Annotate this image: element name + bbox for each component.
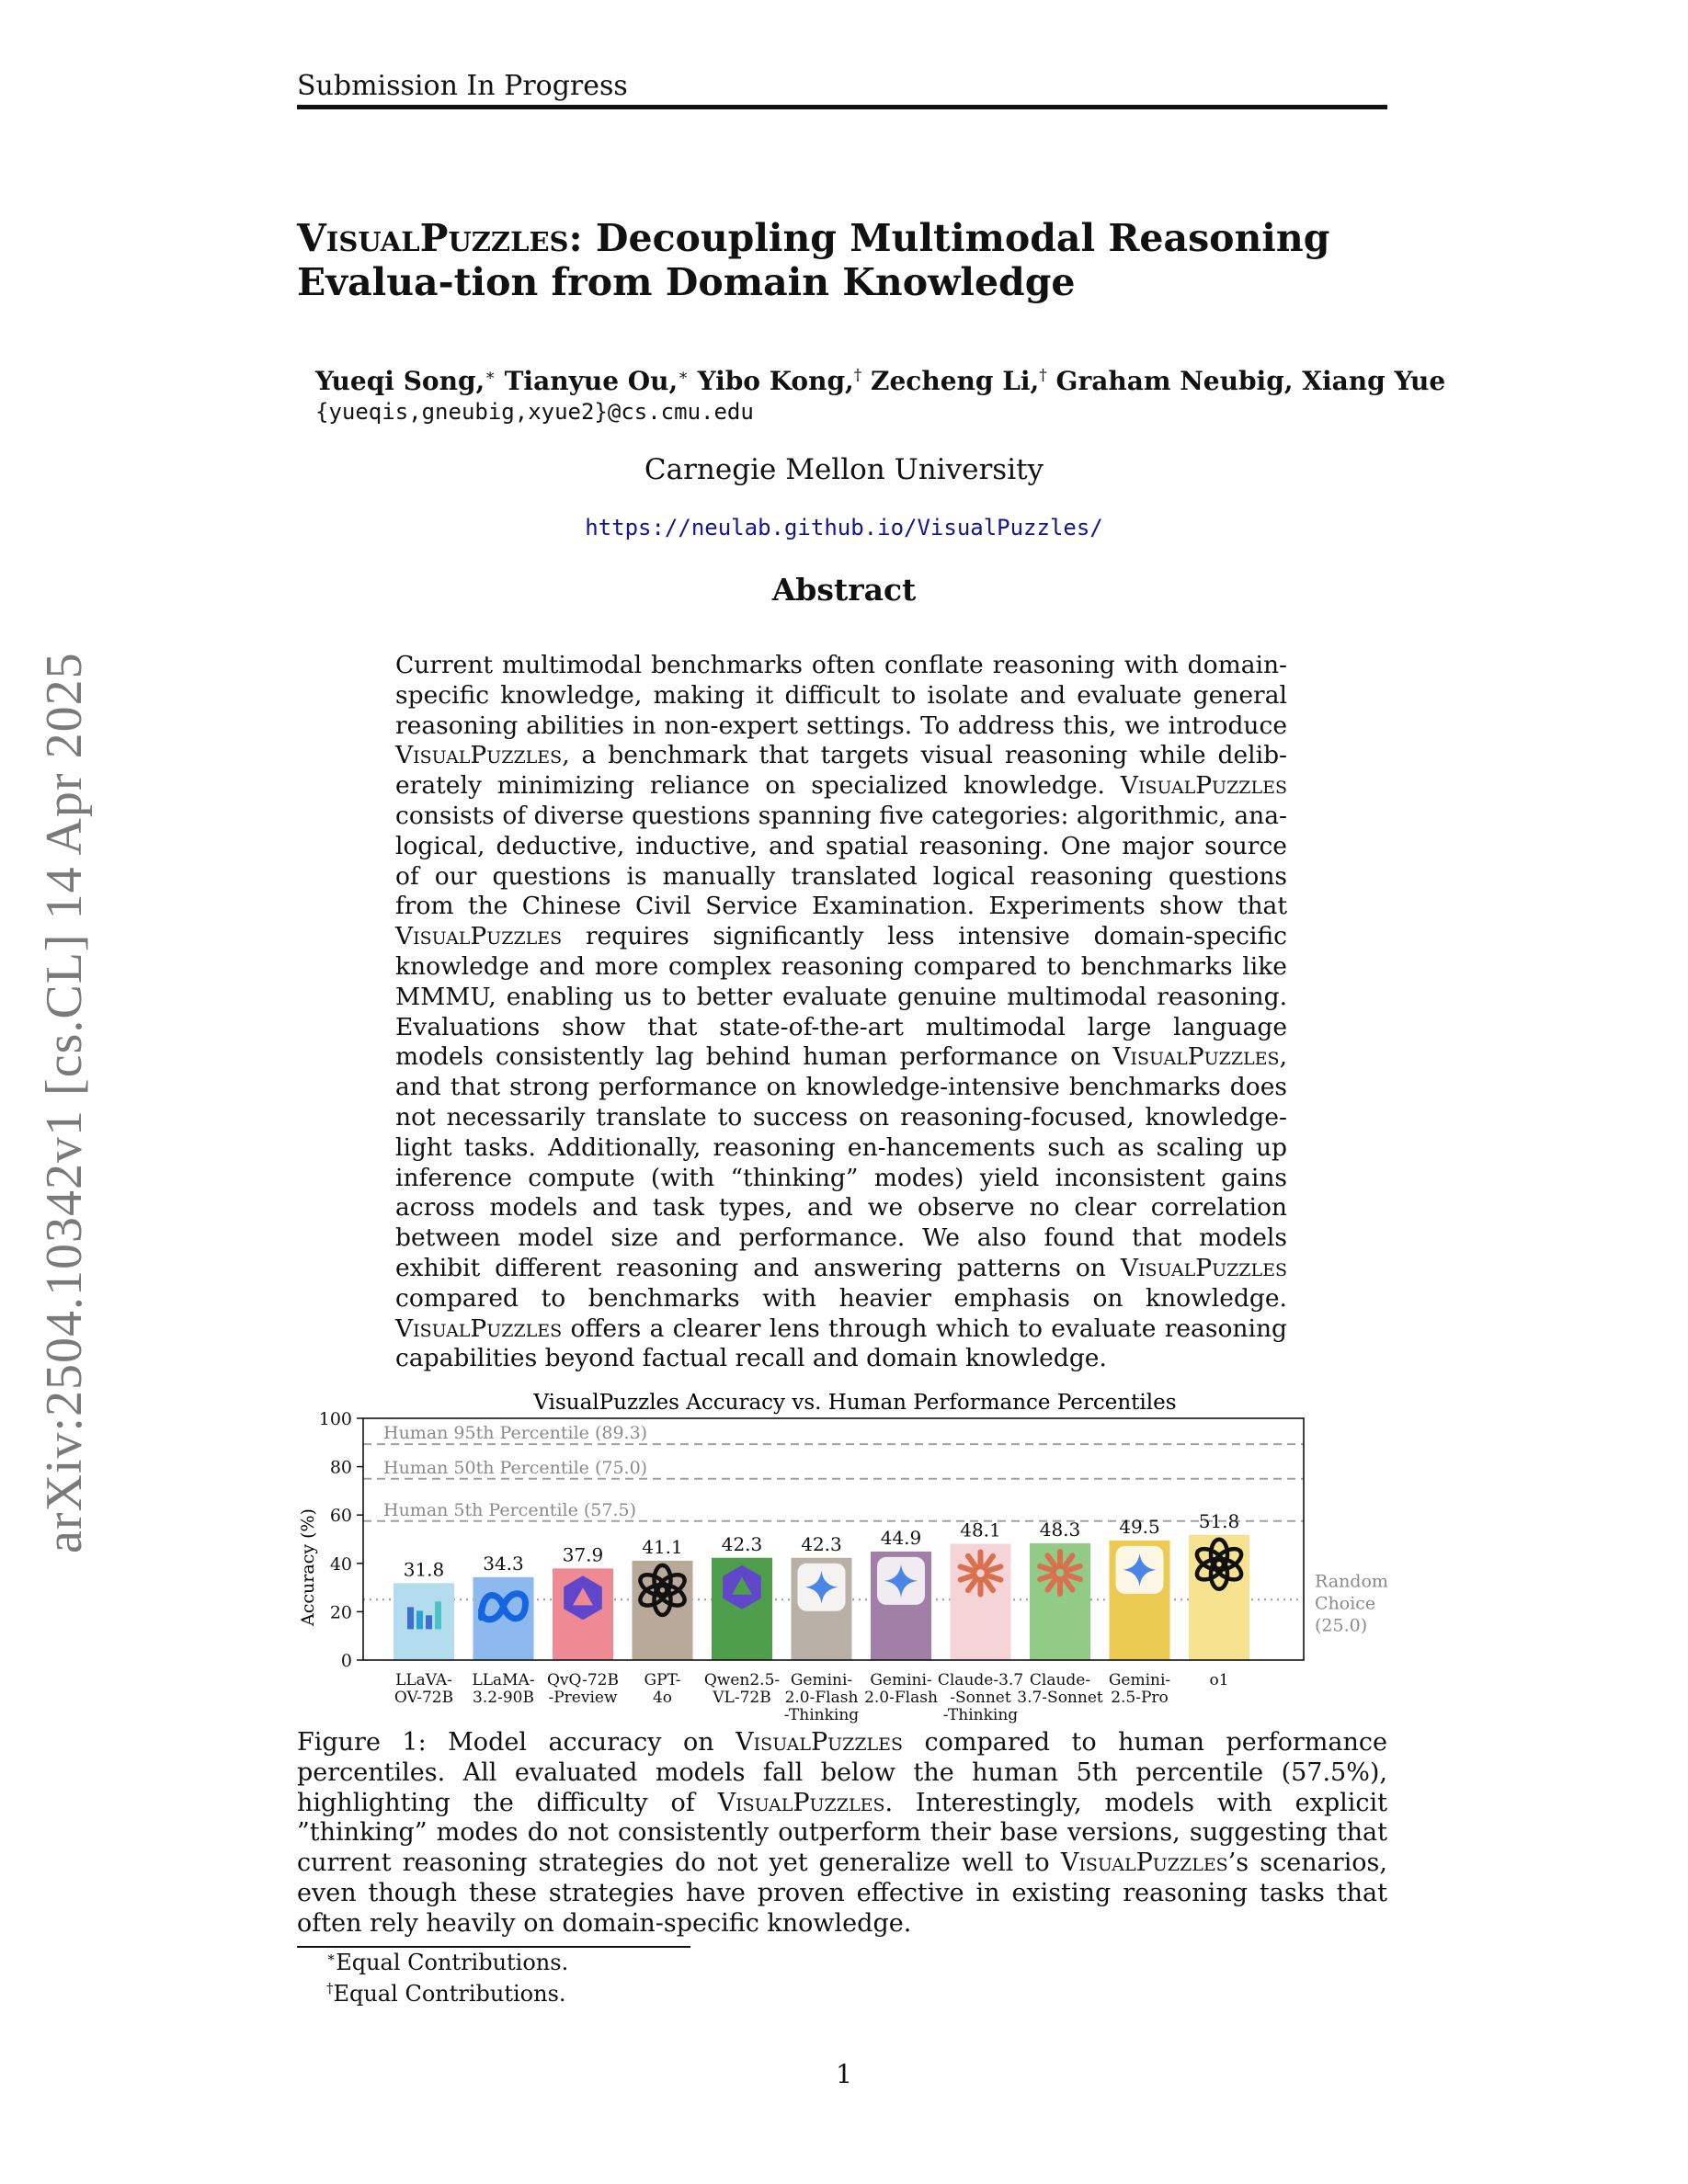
author-mark: † [1039,366,1047,385]
header-rule [297,105,1387,109]
benchmark-name: VisualPuzzles [736,1728,904,1757]
y-tick-label: 40 [329,1553,352,1575]
running-header: Submission In Progress [297,70,628,102]
abstract-text: compared to benchmarks with heavier emphasis on knowledge. [395,1283,1287,1313]
x-tick-label: 3.7-Sonnet [1017,1689,1103,1707]
abstract-text: , and that strong performance on knowledge-intensive benchmarks does not necessarily translate to success on reasoning-focused, knowledge-light tasks. Additionally, reasoning en-hancements such as scaling up inference compute (with “thinking” modes) yield inconsistent gains across models and task types, and we observe no clear correlation between model size and performance. We also found that models exhibit different reasoning and answering patterns on [395,1042,1287,1282]
caption-text: . Interestingly, models with explicit ”thinking” modes do not consistently outperform their base versions, suggesting that current reasoning strategies do not yet generalize well to [297,1788,1388,1878]
x-tick-label: LLaVA- [395,1671,452,1689]
y-axis-label: Accuracy (%) [298,1508,318,1626]
author: Zecheng Li, [871,366,1040,396]
author-emails: {yueqis,gneubig,xyue2}@cs.cmu.edu [315,399,754,425]
x-tick-label: -Thinking [783,1706,860,1724]
caption-text: compared to human performance percentiles. All evaluated models fall below the human 5th percentile (57.5%), highlighting the difficulty of [297,1728,1387,1817]
data-label: 48.3 [1039,1518,1081,1541]
gemini-icon [877,1557,925,1605]
y-tick-label: 0 [340,1651,352,1671]
abstract-heading: Abstract [771,572,917,608]
author-mark: ∗ [485,366,496,385]
reference-line-label: Human 50th Percentile (75.0) [383,1457,648,1478]
benchmark-name: VisualPuzzles [717,1788,885,1817]
abstract-text: offers a clearer lens through which to evaluate reasoning capabilities beyond factual recall and domain knowledge. [395,1314,1287,1373]
random-choice-label: Random [1315,1571,1388,1592]
author-mark: † [853,366,862,385]
affiliation: Carnegie Mellon University [644,453,1044,486]
x-tick-label: QvQ-72B [547,1671,619,1689]
benchmark-name: VisualPuzzles [1112,1042,1280,1072]
benchmark-name: VisualPuzzles [395,1314,563,1343]
benchmark-name: VisualPuzzles [1120,771,1287,801]
x-tick-label: 2.0-Flash [864,1689,938,1707]
data-label: 44.9 [880,1526,922,1549]
data-label: 41.1 [642,1535,683,1558]
gemini-icon [1116,1546,1164,1594]
caption-text: ’s scenarios, even though these strategies have proven effective in existing reasoning tasks that often rely heavily on domain-specific knowledge. [297,1848,1387,1938]
paper-title [297,216,1400,304]
abstract-text: Current multimodal benchmarks often conflate reasoning with domain-specific knowledge, making it difficult to isolate and evaluate general reasoning abilities in non-expert settings. To address this, we introduce [395,651,1287,740]
data-label: 42.3 [721,1532,763,1555]
figure-caption [297,1728,1387,1939]
x-tick-label: -Preview [548,1689,618,1707]
random-choice-label: (25.0) [1315,1615,1368,1636]
title-name: VisualPuzzles [297,216,569,260]
x-tick-label: 2.5-Pro [1111,1689,1169,1707]
x-tick-label: Claude-3.7 [937,1671,1024,1689]
footnote-mark: † [326,1980,334,1996]
y-tick-label: 100 [318,1409,352,1429]
x-tick-label: o1 [1209,1671,1229,1689]
x-tick-label: 4o [652,1689,673,1707]
abstract-text: , a benchmark that targets visual reasoning while delib-erately minimizing reliance on specialized knowledge. [395,741,1287,801]
author: Yueqi Song, [315,366,485,396]
gemini-icon [798,1564,846,1611]
data-label: 42.3 [801,1532,842,1555]
chart-title: VisualPuzzles Accuracy vs. Human Performance Percentiles [533,1391,1177,1415]
benchmark-name: VisualPuzzles [395,741,563,770]
bars [393,1510,1249,1660]
reference-line-label: Human 5th Percentile (57.5) [383,1499,637,1520]
accuracy-bar-chart [288,1383,1409,1728]
data-label: 48.1 [960,1519,1001,1541]
data-label: 51.8 [1198,1509,1240,1532]
author-list [315,366,1445,396]
arxiv-watermark: arXiv:2504.10342v1 [cs.CL] 14 Apr 2025 [36,652,93,1553]
data-label: 37.9 [562,1543,604,1566]
y-tick-label: 60 [329,1506,352,1527]
x-tick-label: -Sonnet [950,1689,1011,1707]
abstract-text: requires significantly less intensive domain-specific knowledge and more complex reasoning compared to benchmarks like MMMU, enabling us to better evaluate genuine multimodal reasoning. Evaluations show that state-of-the-art multimodal large language models consistently lag behind human performance on [395,922,1287,1072]
footnote-text: Equal Contributions. [333,1981,566,2007]
x-tick-label: OV-72B [393,1689,454,1707]
x-tick-label: 2.0-Flash [784,1689,859,1707]
x-tick-label: Gemini- [870,1671,932,1689]
x-tick-label: Claude- [1029,1671,1091,1689]
author: Tianyue Ou, [504,366,679,396]
author-mark: ∗ [678,366,689,385]
data-label: 34.3 [483,1552,524,1575]
reference-line-label: Human 95th Percentile (89.3) [383,1423,648,1444]
page-number: 1 [836,2059,852,2089]
x-tick-label: GPT- [644,1671,681,1689]
x-tick-label: LLaMA- [472,1671,535,1689]
footnote [326,1980,566,2007]
x-tick-label: 3.2-90B [473,1689,534,1707]
bar [393,1583,454,1660]
x-tick-label: Gemini- [790,1671,853,1689]
footnote [326,1949,568,1975]
x-tick-label: Gemini- [1108,1671,1171,1689]
abstract-text: consists of diverse questions spanning five categories: algorithmic, ana-logical, deductive, inductive, and spatial reasoning. One major source of our questions is manually translated logical reasoning questions from the Chinese Civil Service Examination. Experiments show that [395,801,1287,921]
footnote-rule [297,1946,690,1948]
x-tick-label: -Thinking [942,1706,1019,1724]
title-rest: : Decoupling Multimodal Reasoning Evalua-tion from Domain Knowledge [297,216,1330,304]
author: Graham Neubig, Xiang Yue [1055,366,1446,396]
project-url-link[interactable]: https://neulab.github.io/VisualPuzzles/ [585,515,1103,540]
benchmark-name: VisualPuzzles [1060,1848,1228,1878]
y-tick-label: 80 [329,1457,352,1478]
data-label: 31.8 [403,1558,445,1581]
random-choice-label: Choice [1315,1593,1376,1614]
footnote-mark: ∗ [326,1949,336,1965]
x-tick-label: Qwen2.5- [703,1671,781,1689]
caption-text: Figure 1: Model accuracy on [297,1728,714,1757]
author: Yibo Kong, [697,366,854,396]
x-tick-label: VL-72B [713,1689,771,1707]
benchmark-name: VisualPuzzles [395,922,563,951]
benchmark-name: VisualPuzzles [1120,1253,1287,1282]
data-label: 49.5 [1119,1515,1160,1538]
footnote-text: Equal Contributions. [336,1950,569,1975]
y-tick-label: 20 [329,1602,352,1623]
abstract-body [395,651,1287,1374]
